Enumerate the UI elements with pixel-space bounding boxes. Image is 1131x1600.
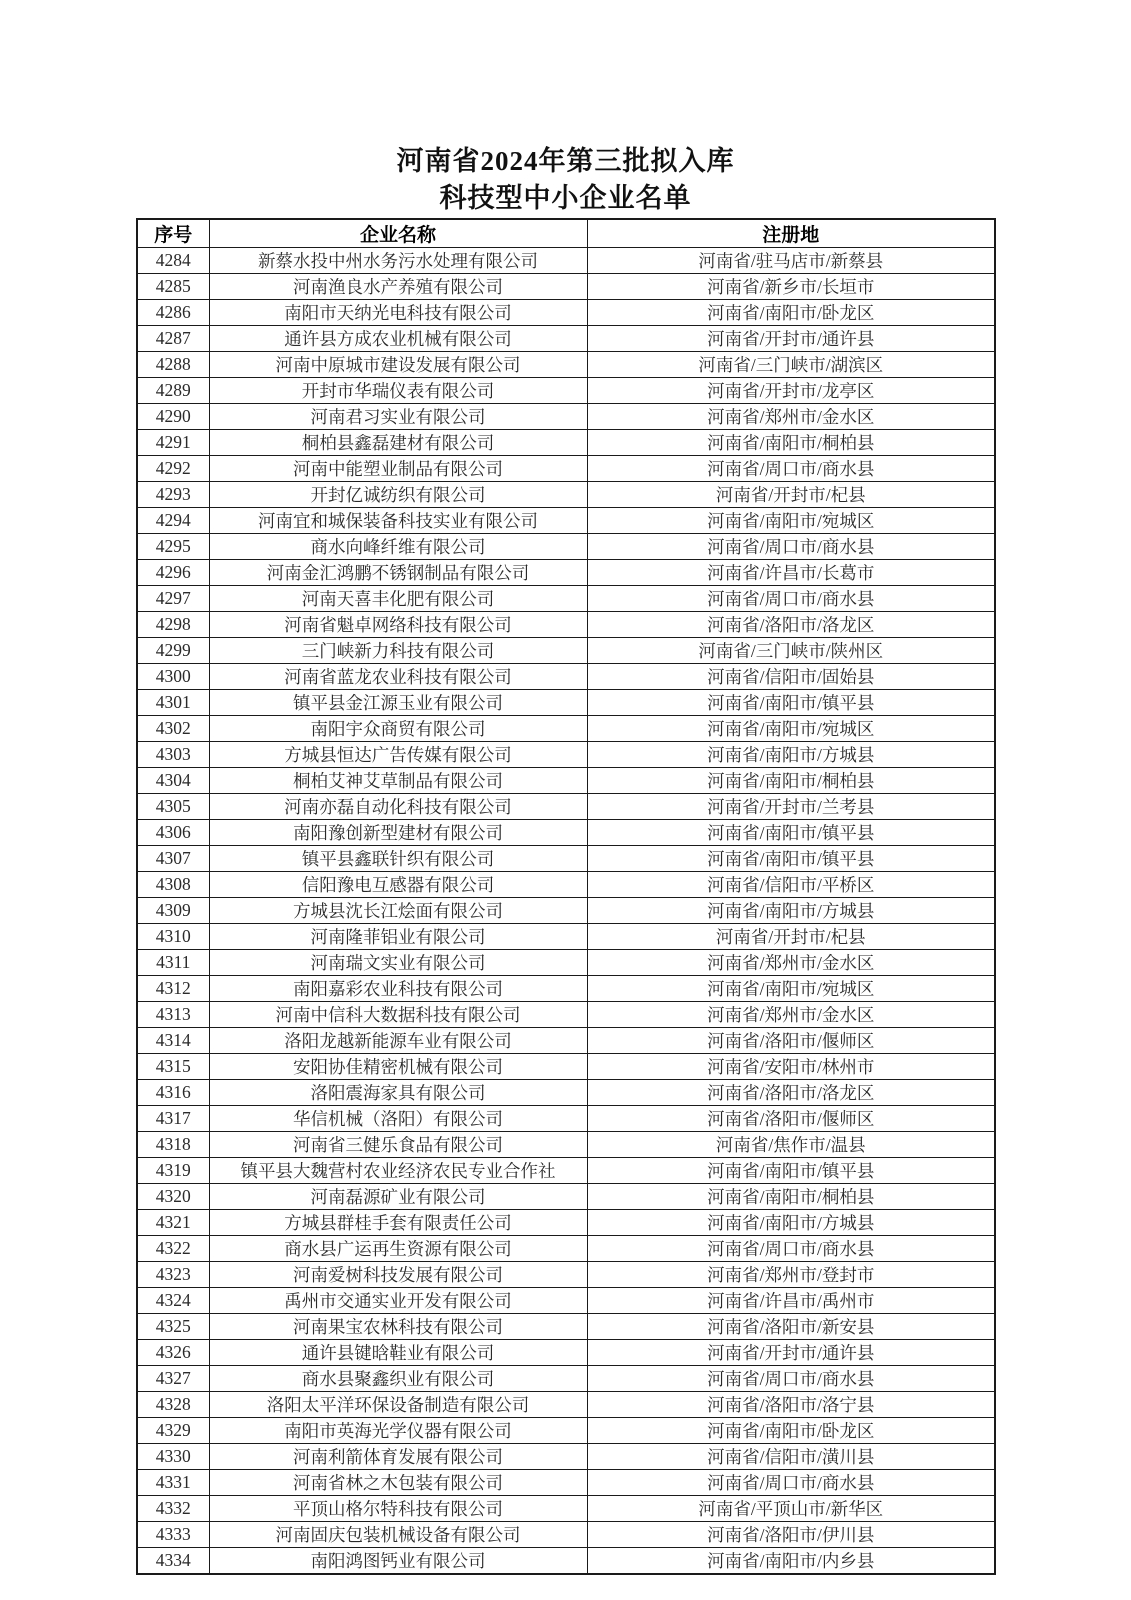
cell-serial-number: 4308 (137, 872, 209, 898)
table-row (137, 1262, 995, 1288)
cell-company-name: 镇平县大魏营村农业经济农民专业合作社 (209, 1158, 587, 1184)
cell-company-name: 河南亦磊自动化科技有限公司 (209, 794, 587, 820)
cell-serial-number: 4332 (137, 1496, 209, 1522)
cell-serial-number: 4292 (137, 456, 209, 482)
cell-serial-number: 4300 (137, 664, 209, 690)
cell-serial-number: 4291 (137, 430, 209, 456)
cell-serial-number: 4287 (137, 326, 209, 352)
cell-company-name: 商水县聚鑫织业有限公司 (209, 1366, 587, 1392)
table-row (137, 1184, 995, 1210)
table-row (137, 976, 995, 1002)
table-row (137, 716, 995, 742)
cell-company-name: 南阳宇众商贸有限公司 (209, 716, 587, 742)
cell-registration-place: 河南省/开封市/兰考县 (587, 794, 995, 820)
cell-serial-number: 4306 (137, 820, 209, 846)
table-row (137, 1288, 995, 1314)
table-row (137, 508, 995, 534)
cell-company-name: 华信机械（洛阳）有限公司 (209, 1106, 587, 1132)
cell-serial-number: 4327 (137, 1366, 209, 1392)
table-row (137, 1444, 995, 1470)
table-row (137, 820, 995, 846)
cell-company-name: 信阳豫电互感器有限公司 (209, 872, 587, 898)
cell-company-name: 平顶山格尔特科技有限公司 (209, 1496, 587, 1522)
cell-serial-number: 4298 (137, 612, 209, 638)
cell-serial-number: 4297 (137, 586, 209, 612)
cell-company-name: 河南固庆包装机械设备有限公司 (209, 1522, 587, 1548)
table-row (137, 560, 995, 586)
cell-registration-place: 河南省/洛阳市/偃师区 (587, 1028, 995, 1054)
cell-registration-place: 河南省/许昌市/禹州市 (587, 1288, 995, 1314)
cell-registration-place: 河南省/三门峡市/陕州区 (587, 638, 995, 664)
cell-company-name: 商水县广运再生资源有限公司 (209, 1236, 587, 1262)
table-row (137, 950, 995, 976)
cell-serial-number: 4301 (137, 690, 209, 716)
cell-serial-number: 4316 (137, 1080, 209, 1106)
cell-registration-place: 河南省/周口市/商水县 (587, 1366, 995, 1392)
cell-serial-number: 4311 (137, 950, 209, 976)
cell-registration-place: 河南省/南阳市/宛城区 (587, 716, 995, 742)
cell-serial-number: 4290 (137, 404, 209, 430)
cell-serial-number: 4295 (137, 534, 209, 560)
title-line-2: 科技型中小企业名单 (439, 183, 692, 213)
table-row (137, 1080, 995, 1106)
table-row (137, 1236, 995, 1262)
cell-registration-place: 河南省/安阳市/林州市 (587, 1054, 995, 1080)
cell-company-name: 河南利箭体育发展有限公司 (209, 1444, 587, 1470)
cell-company-name: 洛阳太平洋环保设备制造有限公司 (209, 1392, 587, 1418)
cell-serial-number: 4331 (137, 1470, 209, 1496)
table-row (137, 664, 995, 690)
cell-registration-place: 河南省/南阳市/桐柏县 (587, 768, 995, 794)
cell-registration-place: 河南省/开封市/龙亭区 (587, 378, 995, 404)
table-row (137, 924, 995, 950)
cell-registration-place: 河南省/洛阳市/新安县 (587, 1314, 995, 1340)
cell-registration-place: 河南省/南阳市/镇平县 (587, 820, 995, 846)
cell-company-name: 南阳市天纳光电科技有限公司 (209, 300, 587, 326)
cell-registration-place: 河南省/周口市/商水县 (587, 586, 995, 612)
table-row (137, 1132, 995, 1158)
cell-company-name: 方城县恒达广告传媒有限公司 (209, 742, 587, 768)
cell-registration-place: 河南省/洛阳市/洛龙区 (587, 1080, 995, 1106)
cell-company-name: 河南省林之木包装有限公司 (209, 1470, 587, 1496)
cell-registration-place: 河南省/信阳市/固始县 (587, 664, 995, 690)
cell-serial-number: 4304 (137, 768, 209, 794)
cell-company-name: 洛阳震海家具有限公司 (209, 1080, 587, 1106)
cell-company-name: 河南君习实业有限公司 (209, 404, 587, 430)
table-row (137, 690, 995, 716)
cell-company-name: 河南渔良水产养殖有限公司 (209, 274, 587, 300)
table-row (137, 586, 995, 612)
cell-serial-number: 4317 (137, 1106, 209, 1132)
cell-serial-number: 4325 (137, 1314, 209, 1340)
cell-company-name: 洛阳龙越新能源车业有限公司 (209, 1028, 587, 1054)
table-row (137, 326, 995, 352)
cell-serial-number: 4334 (137, 1548, 209, 1575)
cell-registration-place: 河南省/洛阳市/偃师区 (587, 1106, 995, 1132)
table-row (137, 1314, 995, 1340)
cell-registration-place: 河南省/南阳市/镇平县 (587, 690, 995, 716)
cell-company-name: 河南瑞文实业有限公司 (209, 950, 587, 976)
table-row (137, 1158, 995, 1184)
cell-company-name: 桐柏艾神艾草制品有限公司 (209, 768, 587, 794)
cell-serial-number: 4296 (137, 560, 209, 586)
cell-serial-number: 4299 (137, 638, 209, 664)
cell-serial-number: 4286 (137, 300, 209, 326)
cell-registration-place: 河南省/洛阳市/伊川县 (587, 1522, 995, 1548)
cell-company-name: 河南金汇鸿鹏不锈钢制品有限公司 (209, 560, 587, 586)
cell-company-name: 河南省魁卓网络科技有限公司 (209, 612, 587, 638)
table-row (137, 898, 995, 924)
cell-serial-number: 4305 (137, 794, 209, 820)
header-serial-number: 序号 (137, 219, 209, 248)
table-row (137, 1392, 995, 1418)
cell-registration-place: 河南省/开封市/通许县 (587, 1340, 995, 1366)
cell-company-name: 通许县键晗鞋业有限公司 (209, 1340, 587, 1366)
cell-serial-number: 4314 (137, 1028, 209, 1054)
cell-company-name: 河南省蓝龙农业科技有限公司 (209, 664, 587, 690)
table-row (137, 352, 995, 378)
cell-registration-place: 河南省/南阳市/镇平县 (587, 1158, 995, 1184)
table-row (137, 1470, 995, 1496)
cell-company-name: 南阳市英海光学仪器有限公司 (209, 1418, 587, 1444)
cell-registration-place: 河南省/三门峡市/湖滨区 (587, 352, 995, 378)
cell-company-name: 新蔡水投中州水务污水处理有限公司 (209, 248, 587, 274)
cell-registration-place: 河南省/南阳市/宛城区 (587, 508, 995, 534)
cell-registration-place: 河南省/周口市/商水县 (587, 456, 995, 482)
cell-registration-place: 河南省/周口市/商水县 (587, 534, 995, 560)
cell-serial-number: 4313 (137, 1002, 209, 1028)
cell-registration-place: 河南省/开封市/杞县 (587, 924, 995, 950)
table-body (137, 248, 995, 1575)
table-header-row (137, 219, 995, 248)
cell-company-name: 南阳嘉彩农业科技有限公司 (209, 976, 587, 1002)
cell-registration-place: 河南省/洛阳市/洛龙区 (587, 612, 995, 638)
cell-company-name: 河南隆菲铝业有限公司 (209, 924, 587, 950)
table-row (137, 1028, 995, 1054)
cell-registration-place: 河南省/郑州市/登封市 (587, 1262, 995, 1288)
cell-registration-place: 河南省/驻马店市/新蔡县 (587, 248, 995, 274)
table-row (137, 1548, 995, 1575)
table-row (137, 456, 995, 482)
cell-registration-place: 河南省/南阳市/桐柏县 (587, 1184, 995, 1210)
cell-serial-number: 4302 (137, 716, 209, 742)
cell-company-name: 桐柏县鑫磊建材有限公司 (209, 430, 587, 456)
cell-company-name: 河南省三健乐食品有限公司 (209, 1132, 587, 1158)
cell-registration-place: 河南省/信阳市/潢川县 (587, 1444, 995, 1470)
cell-company-name: 南阳豫创新型建材有限公司 (209, 820, 587, 846)
cell-registration-place: 河南省/南阳市/镇平县 (587, 846, 995, 872)
company-list-table (136, 218, 996, 1575)
cell-registration-place: 河南省/南阳市/卧龙区 (587, 1418, 995, 1444)
cell-company-name: 安阳协佳精密机械有限公司 (209, 1054, 587, 1080)
table-row (137, 846, 995, 872)
cell-registration-place: 河南省/南阳市/方城县 (587, 742, 995, 768)
cell-company-name: 河南中原城市建设发展有限公司 (209, 352, 587, 378)
cell-serial-number: 4307 (137, 846, 209, 872)
cell-serial-number: 4284 (137, 248, 209, 274)
cell-registration-place: 河南省/郑州市/金水区 (587, 950, 995, 976)
table-row (137, 248, 995, 274)
cell-registration-place: 河南省/开封市/通许县 (587, 326, 995, 352)
cell-serial-number: 4324 (137, 1288, 209, 1314)
table-row (137, 612, 995, 638)
cell-registration-place: 河南省/开封市/杞县 (587, 482, 995, 508)
cell-serial-number: 4333 (137, 1522, 209, 1548)
table-row (137, 404, 995, 430)
cell-serial-number: 4323 (137, 1262, 209, 1288)
cell-company-name: 三门峡新力科技有限公司 (209, 638, 587, 664)
cell-serial-number: 4321 (137, 1210, 209, 1236)
table-row (137, 430, 995, 456)
cell-serial-number: 4310 (137, 924, 209, 950)
cell-registration-place: 河南省/南阳市/宛城区 (587, 976, 995, 1002)
cell-serial-number: 4319 (137, 1158, 209, 1184)
table-row (137, 1106, 995, 1132)
table-row (137, 534, 995, 560)
cell-company-name: 镇平县金江源玉业有限公司 (209, 690, 587, 716)
table-row (137, 378, 995, 404)
cell-serial-number: 4329 (137, 1418, 209, 1444)
cell-serial-number: 4293 (137, 482, 209, 508)
cell-serial-number: 4303 (137, 742, 209, 768)
cell-serial-number: 4294 (137, 508, 209, 534)
cell-serial-number: 4315 (137, 1054, 209, 1080)
cell-company-name: 河南磊源矿业有限公司 (209, 1184, 587, 1210)
cell-company-name: 河南爱树科技发展有限公司 (209, 1262, 587, 1288)
table-row (137, 1496, 995, 1522)
cell-serial-number: 4320 (137, 1184, 209, 1210)
cell-serial-number: 4330 (137, 1444, 209, 1470)
cell-registration-place: 河南省/新乡市/长垣市 (587, 274, 995, 300)
table-row (137, 1366, 995, 1392)
cell-company-name: 河南天喜丰化肥有限公司 (209, 586, 587, 612)
cell-company-name: 开封亿诚纺织有限公司 (209, 482, 587, 508)
cell-company-name: 开封市华瑞仪表有限公司 (209, 378, 587, 404)
table-row (137, 1210, 995, 1236)
table-row (137, 1054, 995, 1080)
table-row (137, 300, 995, 326)
table-row (137, 742, 995, 768)
cell-registration-place: 河南省/平顶山市/新华区 (587, 1496, 995, 1522)
table-row (137, 1418, 995, 1444)
cell-company-name: 河南中能塑业制品有限公司 (209, 456, 587, 482)
table-row (137, 794, 995, 820)
table-row (137, 1002, 995, 1028)
cell-company-name: 商水向峰纤维有限公司 (209, 534, 587, 560)
cell-serial-number: 4289 (137, 378, 209, 404)
cell-company-name: 方城县群桂手套有限责任公司 (209, 1210, 587, 1236)
cell-serial-number: 4326 (137, 1340, 209, 1366)
cell-company-name: 通许县方成农业机械有限公司 (209, 326, 587, 352)
table-row (137, 638, 995, 664)
cell-registration-place: 河南省/信阳市/平桥区 (587, 872, 995, 898)
cell-registration-place: 河南省/南阳市/卧龙区 (587, 300, 995, 326)
cell-registration-place: 河南省/南阳市/桐柏县 (587, 430, 995, 456)
cell-registration-place: 河南省/南阳市/方城县 (587, 898, 995, 924)
table-row (137, 1340, 995, 1366)
table-row (137, 768, 995, 794)
cell-company-name: 河南中信科大数据科技有限公司 (209, 1002, 587, 1028)
cell-company-name: 禹州市交通实业开发有限公司 (209, 1288, 587, 1314)
cell-registration-place: 河南省/焦作市/温县 (587, 1132, 995, 1158)
cell-serial-number: 4328 (137, 1392, 209, 1418)
cell-company-name: 河南果宝农林科技有限公司 (209, 1314, 587, 1340)
cell-registration-place: 河南省/南阳市/内乡县 (587, 1548, 995, 1575)
cell-company-name: 镇平县鑫联针织有限公司 (209, 846, 587, 872)
cell-serial-number: 4288 (137, 352, 209, 378)
cell-company-name: 南阳鸿图钙业有限公司 (209, 1548, 587, 1575)
cell-registration-place: 河南省/郑州市/金水区 (587, 1002, 995, 1028)
cell-serial-number: 4318 (137, 1132, 209, 1158)
header-registration-place: 注册地 (587, 219, 995, 248)
cell-registration-place: 河南省/洛阳市/洛宁县 (587, 1392, 995, 1418)
cell-registration-place: 河南省/许昌市/长葛市 (587, 560, 995, 586)
title-line-1: 河南省2024年第三批拟入库 (396, 146, 735, 176)
header-company-name: 企业名称 (209, 219, 587, 248)
cell-serial-number: 4322 (137, 1236, 209, 1262)
cell-registration-place: 河南省/周口市/商水县 (587, 1470, 995, 1496)
cell-registration-place: 河南省/周口市/商水县 (587, 1236, 995, 1262)
document-title (0, 143, 1131, 217)
table-row (137, 274, 995, 300)
cell-registration-place: 河南省/南阳市/方城县 (587, 1210, 995, 1236)
cell-serial-number: 4309 (137, 898, 209, 924)
cell-company-name: 方城县沈长江烩面有限公司 (209, 898, 587, 924)
cell-serial-number: 4285 (137, 274, 209, 300)
cell-serial-number: 4312 (137, 976, 209, 1002)
table-row (137, 482, 995, 508)
cell-registration-place: 河南省/郑州市/金水区 (587, 404, 995, 430)
table-row (137, 872, 995, 898)
table-row (137, 1522, 995, 1548)
cell-company-name: 河南宜和城保装备科技实业有限公司 (209, 508, 587, 534)
